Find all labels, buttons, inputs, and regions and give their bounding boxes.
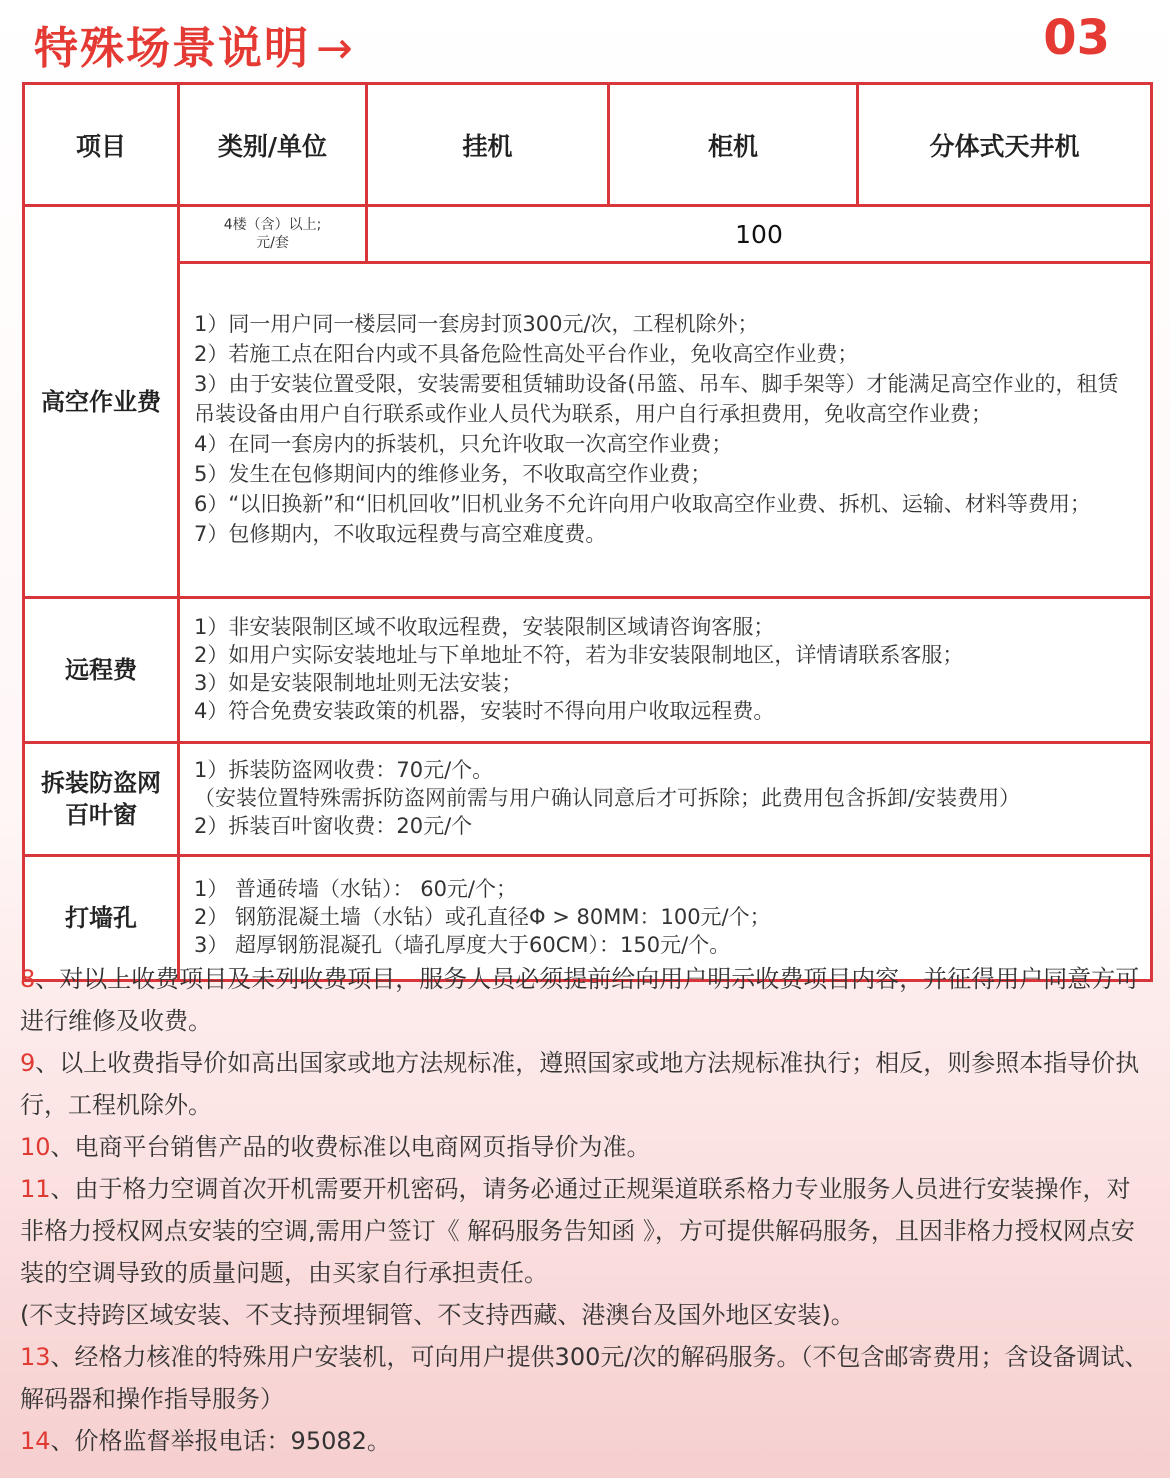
row-label-high-altitude: 高空作业费 xyxy=(24,206,179,598)
list-item: 1）拆装防盗网收费：70元/个。 xyxy=(194,758,494,782)
list-item: 2）若施工点在阳台内或不具备危险性高处平台作业，免收高空作业费； xyxy=(194,342,859,366)
page-title-text: 特殊场景说明 xyxy=(34,23,310,74)
row-label-guard-line2: 百叶窗 xyxy=(65,801,137,829)
note-item xyxy=(20,1336,1150,1420)
note-number: 11 xyxy=(20,1175,51,1203)
note-text: 、由于格力空调首次开机需要开机密码，请务必通过正规渠道联系格力专业服务人员进行安装操作，对非格力授权网点安装的空调,需用户签订《 解码服务告知函 》，方可提供解码服务，且因非格力授权网点安装的空调导致的质量问题，由买家自行承担责任。 xyxy=(20,1175,1135,1287)
list-item: 3） 超厚钢筋混凝孔（墙孔厚度大于60CM）：150元/个。 xyxy=(194,933,731,957)
arrow-right-icon: → xyxy=(316,23,355,74)
list-item: 6）“以旧换新”和“旧机回收”旧机业务不允许向用户收取高空作业费、拆机、运输、材料等费用； xyxy=(194,492,1091,516)
table-header-row xyxy=(24,84,1152,206)
note-item xyxy=(20,958,1150,1042)
fee-table xyxy=(22,82,1153,982)
note-number: 10 xyxy=(20,1133,51,1161)
page-header xyxy=(0,0,1170,80)
rules-high-altitude xyxy=(179,263,1152,598)
list-item: 1）同一用户同一楼层同一套房封顶300元/次，工程机除外； xyxy=(194,312,759,336)
list-item: 2） 钢筋混凝土墙（水钻）或孔直径Φ > 80MM：100元/个； xyxy=(194,905,771,929)
note-number: 14 xyxy=(20,1427,51,1455)
note-text: (不支持跨区域安装、不支持预埋铜管、不支持西藏、港澳台及国外地区安装)。 xyxy=(20,1301,855,1329)
col-header-unit: 类别/单位 xyxy=(179,84,367,206)
note-item xyxy=(20,1294,1150,1336)
note-item xyxy=(20,1126,1150,1168)
note-item xyxy=(20,1042,1150,1126)
note-item xyxy=(20,1168,1150,1294)
note-number: 8 xyxy=(20,965,36,993)
note-text: 、电商平台销售产品的收费标准以电商网页指导价为准。 xyxy=(50,1133,651,1161)
row-label-wall-hole: 打墙孔 xyxy=(24,856,179,981)
page-number: 03 xyxy=(1043,10,1110,66)
rules-remote xyxy=(179,598,1152,743)
list-item: 7）包修期内，不收取远程费与高空难度费。 xyxy=(194,522,607,546)
price-cell-high-altitude: 100 xyxy=(367,206,1152,263)
table-row xyxy=(24,206,1152,263)
list-item: 5）发生在包修期间内的维修业务，不收取高空作业费； xyxy=(194,462,712,486)
note-text: 、以上收费指导价如高出国家或地方法规标准，遵照国家或地方法规标准执行；相反，则参照本指导价执行，工程机除外。 xyxy=(20,1049,1140,1119)
note-number: 9 xyxy=(20,1049,36,1077)
table-row xyxy=(24,263,1152,598)
list-item: 4）在同一套房内的拆装机，只允许收取一次高空作业费； xyxy=(194,432,733,456)
notes-section xyxy=(20,958,1150,1462)
list-item: 4）符合免费安装政策的机器，安装时不得向用户收取远程费。 xyxy=(194,699,775,723)
row-label-guard xyxy=(24,743,179,856)
col-header-cabinet: 柜机 xyxy=(609,84,858,206)
row-label-remote: 远程费 xyxy=(24,598,179,743)
note-item xyxy=(20,1420,1150,1462)
col-header-wall-unit: 挂机 xyxy=(367,84,609,206)
note-number: 13 xyxy=(20,1343,51,1371)
note-text: 、经格力核准的特殊用户安装机，可向用户提供300元/次的解码服务。（不包含邮寄费用；含设备调试、解码器和操作指导服务） xyxy=(20,1343,1149,1413)
list-item: 1）非安装限制区域不收取远程费，安装限制区域请咨询客服； xyxy=(194,615,775,639)
row-label-guard-line1: 拆装防盗网 xyxy=(41,769,161,797)
list-item: （安装位置特殊需拆防盗网前需与用户确认同意后才可拆除；此费用包含拆卸/安装费用） xyxy=(194,786,1021,810)
list-item: 3）如是安装限制地址则无法安装； xyxy=(194,671,523,695)
note-text: 、对以上收费项目及未列收费项目，服务人员必须提前给向用户明示收费项目内容，并征得用户同意方可进行维修及收费。 xyxy=(20,965,1140,1035)
rules-guard xyxy=(179,743,1152,856)
col-header-ceiling-unit: 分体式天井机 xyxy=(858,84,1152,206)
note-text: 、价格监督举报电话：95082。 xyxy=(50,1427,391,1455)
table-row xyxy=(24,598,1152,743)
list-item: 3）由于安装位置受限，安装需要租赁辅助设备(吊篮、吊车、脚手架等）才能满足高空作业的，租赁吊装设备由用户自行联系或作业人员代为联系，用户自行承担费用，免收高空作业费； xyxy=(194,372,1119,426)
list-item: 1） 普通砖墙（水钻）： 60元/个； xyxy=(194,877,518,901)
list-item: 2）如用户实际安装地址与下单地址不符，若为非安装限制地区，详情请联系客服； xyxy=(194,643,964,667)
page-title xyxy=(34,12,355,76)
unit-cell-high-altitude: 4楼（含）以上; 元/套 xyxy=(179,206,367,263)
list-item: 2）拆装百叶窗收费：20元/个 xyxy=(194,814,473,838)
col-header-item: 项目 xyxy=(24,84,179,206)
table-row xyxy=(24,743,1152,856)
